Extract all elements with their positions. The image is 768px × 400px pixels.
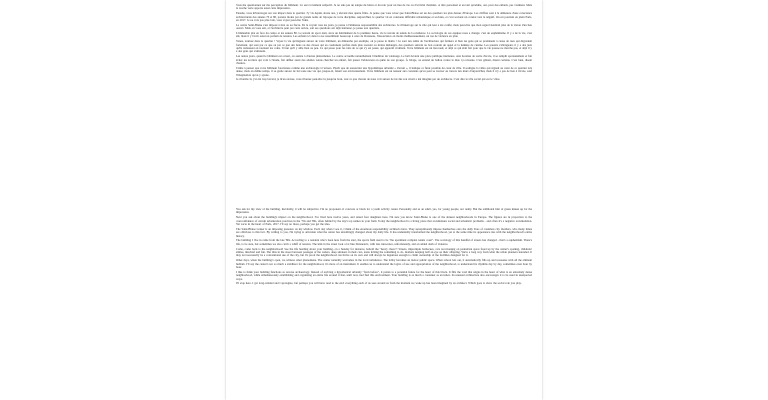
english-paragraph: Come, come back to the neighborhood! See the life bustling about your building, on a Sunday for instance, behold the "heavy chaos"! Streets, impromptu barbecues, cars reconvening on pedestrian space freed up by the center's opening, childrens' smiles, mischief and fun. The dins in the street between passages of the wafers, deep smokers in their cars, teens itching the something to do, mothers keeping half an eye on their offspring. We're a long way from what the urban planners intended. It may not necessarily be a conventional use of the city, but it's proof the neighborhood can thrive on its own and will always be ingenious enough to claim ownership of the facilities designed for it. xyxy=(236,246,532,258)
french-paragraph: J'aime à penser que votre bâtiment fonctionne comme une archéologie à l'envers. Plutôt que de ressusciter une hypothétique urbanité « d'avant », il indique ce futur possible du cœur de ville. Il souligne la vidéo qui régnait au cœur de ce quartier très dense, mais en même temps, il se garde autour de lui toute une vie qui, jusque-là, faisait son environnement. Votre bâtiment est un tenseur aux constants qu'on peut se trouver au travers des murs d'aujourd'hui, mais il n'y a pas de lien à l'école, sauf l'imagination qu'on y ajoute. xyxy=(236,65,532,77)
document-page xyxy=(226,0,542,400)
french-paragraph: L'immeuble plat en face du centre et les années 80. Le terrain de sport était, alors un habillement de la première heure, vie le terrain de tennis de la résidence. La sociologie de ces équipes nous a changé, c'est un euphémisme. Il y a de la vie, c'est sûr, mais il y l'écrit aussi un parfum de tension. Les enfants ici dans la rue ressemblent beaucoup à ceux de Doisneau, l'insouciance en moins malheureusement, un ton de violence en plus. xyxy=(236,31,532,39)
english-paragraph: Next you ask about the building's impact on the neighborhood. I've lived here twelve years, and raised four daughters here. I'm sure you know Saint-Blaise is one of the densest neighborhoods in Europe. The figures are in proportion to the overconfidence of certain urbanization practices in the '70s and '80s, often behind by the day's top names in your field. Today the neighborhood is a living place that accumulates social and urbanistic problems - and often it's a negative accumulation. Yet we're in the heart of Paris, 2017. I'll say no more, perhaps you get the idea. xyxy=(236,215,532,227)
french-paragraph: Venez, tournez dans le quartier ! Voyez la vie qu'élaguent autour de votre bâtiment, un dimanche par exemple, où je passe le matin ! Ce sont des tamis de l'architecture qui fermera si bien les gens qui se promènent à cause de rues qui dégradent fortement, qui sont par ce que ou par ce que des liens ou des choses qui en conduisent parfois mais plus souvent ou moins mélangés, des quartiers suivent au bon courant un appel et la lumière de cuisine. Les parents s'allongeant, il y a des jeux qu'ils ramassent en tournant les coins. Il faut qu'il y aille bien ou peu. Ce qui passe pour les toits de ce qui s'y est passé, qui apparaît vraiment. Votre bâtiment est un lieu neuf, et déjà ce qui était fait pour que la vie pousse ne marche pas, et déjà il y a des gens qui s'amusent. xyxy=(236,39,532,54)
english-paragraph: I'll stop here. I got long-winded and I apologize, but perhaps you will have read to the end: everything each of us sees around us from the moment we wake up has been imagined by an architect. Which goes to show the social role you play. xyxy=(236,281,522,286)
french-paragraph: Le centre Saint-Blaise s'est imposé à moi ou au fiacre. En le voyant tous les jours, je pense à l'immense responsabilité des architectes. Je m'interroge sur le rôle qui leur a été confié, mais peut-être que mon regard tiendrait plus de la vision d'un lieu ouvert. Mais on vous sait, et l'architecte peut par cette œuvre, soit ses questions ont déjà intéressé, je pense aux quartiers. xyxy=(236,22,532,31)
english-paragraph: I like to think your building functions as reverse archaeology. Instead of reviving a hypothetical urbanity "from before", it points to a potential future for the heart of this block. It fills the void that reigns in the heart of what is an extremely dense neighborhood, while simultaneously establishing and organizing an entire life around it that, until now, had fled this environment. Your building is as much a container as an index. Its unusual architecture also encourages it to be used in unexpected ways. xyxy=(236,269,532,281)
english-text-block xyxy=(236,208,532,398)
english-paragraph: The building I live in came from the late '80s. According to a resident who's been here from the start, the sports field used to be "the apartment complex tennis court". The sociology of this handful of streets has changed - that's a euphemism. There's life, to be sure, but sometimes we also catch a whiff of tension. The kids in the street look a lot like Doisneau's, with less innocence, unfortunately, and an added dash of violence. xyxy=(236,238,532,246)
french-paragraph: Ensuite, vous m'interrogez sur son impact dans le quartier. J'y vis depuis douze ans, y élevant mes quatre filles. Je pense que vous savez que Saint-Blaise est un des quartiers les plus denses d'Europe. Les chiffres sont à la démesure d'une conscience architecturale des années 70 et 80, portées moins par de grands noms de l'époque de votre discipline. Aujourd'hui, le quartier vit en constante difficulté urbanistique et sociales, et c'est souvent un constat vers le négatif. On est pourtant en plein Paris, en 2017. Je ne vois pas plus loin, vous voyez peut-être l'idée. xyxy=(236,11,532,23)
french-text-block xyxy=(236,4,532,194)
english-paragraph: Other days, when the building's open, we witness other phenomena. The center naturally welcomes in the local turbulence. The lobby becomes an indoor public space. When school lets out, it automatically fills up and resonates with all the ambient hubbub. I'll say the center's not so much a stabilizer for the neighborhood, it's more of an instrument. It enables us to understand the logics of use and appropriation of the neighborhood, to understand its rhythms day by day, sometimes even hour by hour. xyxy=(236,258,532,270)
english-paragraph: The Saint-Blaise Center is an imposing presence on my window. Each day when I see it, I think of the enormous responsibility architects have. They surreptitiously impose themselves onto the daily lives of countless city dwellers, who many times are oblivious to this fact. By writing to you, I'm trying to articulate what the center has unwittingly changed about my daily life. It has undeniably transformed the neighborhood, yet at the same time its appearance ties with the neighborhood's entire history. xyxy=(236,226,532,238)
english-paragraph: You ask for my view of the building. Inevitably, it will be subjective. I'm no proponent of concrete or black for a youth activity center. Personally and as an adult, yes, for young people, not really. But the additional hint of green makes up for the impression. xyxy=(236,208,532,215)
section-gap xyxy=(226,196,542,206)
french-paragraph: Je m'arrête là, j'ai été trop bavard, je m'en excuse, vous m'aurez peut-être lu jusqu'au bout, tout ce que chacun de nous voit autour de lui dès son réveil a été imaginé par un architecte. C'est dire le rôle social qui est le vôtre. xyxy=(236,77,501,82)
french-paragraph: Les autres jours, quand le bâtiment est ouvert, on assiste à d'autres phénomènes. Le centre accueille naturellement l'étudition du voisinage. Le hall devient une place publique intérieure. Aux horaires de sortie d'école, il se remplit spontanément et fait éviter les écoliers qui vont à l'étude, fait défiler aussi des adultes venus chercher un enfant, fait passer l'adolescent en quête de son groupe. À l'étage, on entend un ballon contre le mur. Ça résonne. C'est gênant, disent certains. C'est bien, disent d'autres. xyxy=(236,54,532,66)
french-paragraph: Vous me questionnez sur ma perception du bâtiment. Ce sera forcément subjectif. Je ne suis pas un adepte du béton et du noir pour un lieu de vie ou d'activité d'enfants. À titre personnel et en tant qu'adulte, oui, pour des enfants, pas vraiment. Mais la touche verte apporte aussi cette impression. xyxy=(236,4,532,11)
